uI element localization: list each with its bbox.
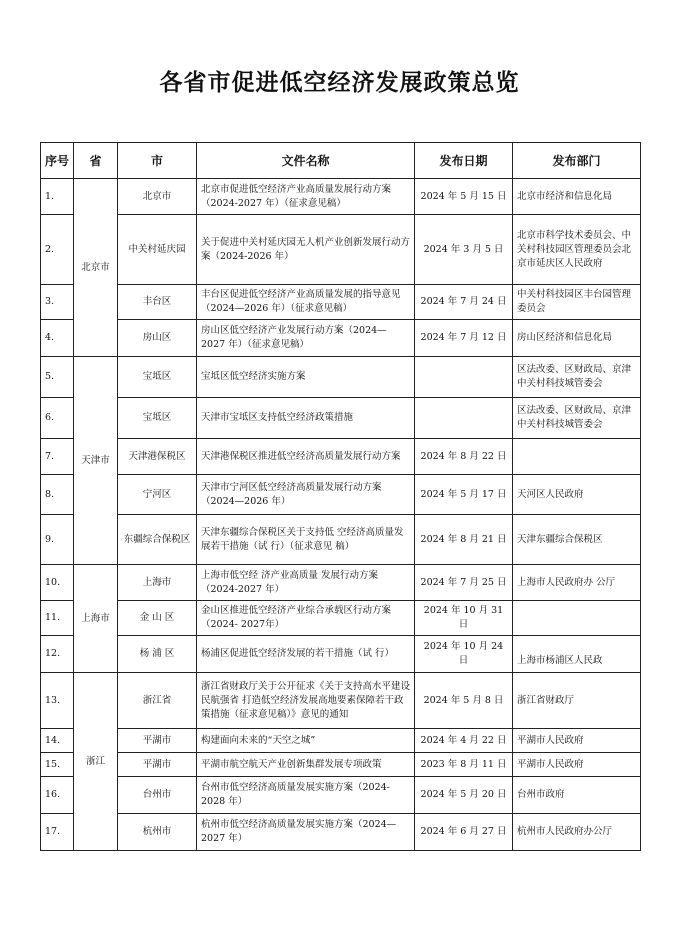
row-index: 8. [41,475,74,515]
table-row [41,814,641,851]
row-index: 12. [41,636,74,673]
header-department: 发布部门 [513,143,641,179]
release-date: 2024 年 10 月 31 日 [415,601,513,636]
release-date: 2024 年 8 月 21 日 [415,515,513,565]
row-index: 7. [41,439,74,475]
table-row [41,320,641,357]
city-cell: 宝坻区 [118,357,197,398]
document-name: 天津东疆综合保税区关于支持低 空经济高质量发 展若干措施（试 行）（征求意见 稿） [197,515,415,565]
release-date: 2024 年 10 月 24 日 [415,636,513,673]
department: 平湖市人民政府 [513,753,641,777]
department: 杭州市人民政府办公厅 [513,814,641,851]
row-index: 16. [41,777,74,814]
row-index: 15. [41,753,74,777]
city-cell: 杭州市 [118,814,197,851]
city-cell: 上海市 [118,565,197,601]
document-name: 北京市促进低空经济产业高质量发展行动方案（2024-2027 年）（征求意见稿） [197,179,415,215]
release-date: 2024 年 6 月 27 日 [415,814,513,851]
department: 浙江省财政厅 [513,673,641,729]
row-index: 17. [41,814,74,851]
release-date: 2024 年 3 月 5 日 [415,215,513,285]
policy-table [40,142,641,851]
release-date [415,357,513,398]
document-name: 台州市低空经济高质量发展实施方案（2024-2028 年） [197,777,415,814]
document-name: 杨浦区促进低空经济发展的若干措施（试 行） [197,636,415,673]
row-index: 6. [41,398,74,439]
release-date: 2024 年 5 月 15 日 [415,179,513,215]
city-cell: 金 山 区 [118,601,197,636]
document-name: 丰台区促进低空经济产业高质量发展的指导意见（2024—2026 年）（征求意见稿） [197,285,415,320]
province-cell: 北京市 [74,179,118,357]
city-cell: 杨 浦 区 [118,636,197,673]
table-row [41,673,641,729]
release-date: 2024 年 5 月 17 日 [415,475,513,515]
document-name: 杭州市低空经济高质量发展实施方案（2024— 2027 年） [197,814,415,851]
department: 上海市杨浦区人民政 [513,636,641,673]
department: 北京市科学技术委员会、中关村科技园区管理委员会北京市延庆区人民政府 [513,215,641,285]
row-index: 3. [41,285,74,320]
department: 平湖市人民政府 [513,729,641,753]
header-province: 省 [74,143,118,179]
table-row [41,753,641,777]
row-index: 1. [41,179,74,215]
department: 区法改委、区财政局、京津中关村科技城管委会 [513,357,641,398]
city-cell: 丰台区 [118,285,197,320]
release-date: 2024 年 7 月 25 日 [415,565,513,601]
document-name: 宝坻区低空经济实施方案 [197,357,415,398]
department: 北京市经济和信息化局 [513,179,641,215]
table-row [41,179,641,215]
table-row [41,565,641,601]
province-cell: 天津市 [74,357,118,565]
header-document-name: 文件名称 [197,143,415,179]
table-row [41,475,641,515]
city-cell: 浙江省 [118,673,197,729]
document-name: 天津市宝坻区支持低空经济政策措施 [197,398,415,439]
document-name: 房山区低空经济产业发展行动方案（2024—2027 年）（征求意见稿） [197,320,415,357]
province-cell: 上海市 [74,565,118,673]
row-index: 5. [41,357,74,398]
table-header-row [41,143,641,179]
row-index: 11. [41,601,74,636]
city-cell: 中关村延庆园 [118,215,197,285]
row-index: 4. [41,320,74,357]
row-index: 13. [41,673,74,729]
table-row [41,398,641,439]
department: 中关村科技园区丰台园管理委员会 [513,285,641,320]
release-date: 2024 年 8 月 22 日 [415,439,513,475]
release-date: 2024 年 7 月 12 日 [415,320,513,357]
table-row [41,636,641,673]
table-row [41,215,641,285]
department [513,439,641,475]
row-index: 2. [41,215,74,285]
city-cell: 房山区 [118,320,197,357]
city-cell: 北京市 [118,179,197,215]
document-name: 金山区推进低空经济产业综合承载区行动方案（2024- 2027年） [197,601,415,636]
city-cell: 台州市 [118,777,197,814]
table-row [41,729,641,753]
table-row [41,439,641,475]
city-cell: 平湖市 [118,753,197,777]
department: 上海市人民政府办 公厅 [513,565,641,601]
document-name: 浙江省财政厅关于公开征求《关于支持高水平建设民航强省 打造低空经济发展高地要素保障若干政策措施（征求意见稿）》意见的通知 [197,673,415,729]
department: 区法改委、区财政局、京津中关村科技城管委会 [513,398,641,439]
release-date: 2024 年 5 月 20 日 [415,777,513,814]
document-name: 关于促进中关村延庆园无人机产业创新发展行动方案（2024-2026 年） [197,215,415,285]
document-name: 构建面向未来的“天空之城” [197,729,415,753]
release-date: 2024 年 5 月 8 日 [415,673,513,729]
city-cell: 宁河区 [118,475,197,515]
release-date: 2024 年 7 月 24 日 [415,285,513,320]
document-name: 平湖市航空航天产业创新集群发展专项政策 [197,753,415,777]
department: 天津东疆综合保税区 [513,515,641,565]
table-row [41,357,641,398]
header-index: 序号 [41,143,74,179]
table-row [41,601,641,636]
document-name: 上海市低空经 济产业高质量 发展行动方案（2024-2027 年） [197,565,415,601]
department: 房山区经济和信息化局 [513,320,641,357]
department [513,601,641,636]
release-date: 2024 年 4 月 22 日 [415,729,513,753]
row-index: 10. [41,565,74,601]
city-cell: 东疆综合保税区 [118,515,197,565]
release-date [415,398,513,439]
province-cell: 浙江 [74,673,118,851]
department: 天河区人民政府 [513,475,641,515]
document-name: 天津市宁河区低空经济高质量发展行动方案（2024—2026 年） [197,475,415,515]
table-row [41,777,641,814]
header-release-date: 发布日期 [415,143,513,179]
city-cell: 宝坻区 [118,398,197,439]
row-index: 9. [41,515,74,565]
table-row [41,285,641,320]
table-row [41,515,641,565]
page-title: 各省市促进低空经济发展政策总览 [159,70,520,96]
department: 台州市政府 [513,777,641,814]
release-date: 2023 年 8 月 11 日 [415,753,513,777]
header-city: 市 [118,143,197,179]
document-name: 天津港保税区推进低空经济高质量发展行动方案 [197,439,415,475]
city-cell: 平湖市 [118,729,197,753]
city-cell: 天津港保税区 [118,439,197,475]
row-index: 14. [41,729,74,753]
